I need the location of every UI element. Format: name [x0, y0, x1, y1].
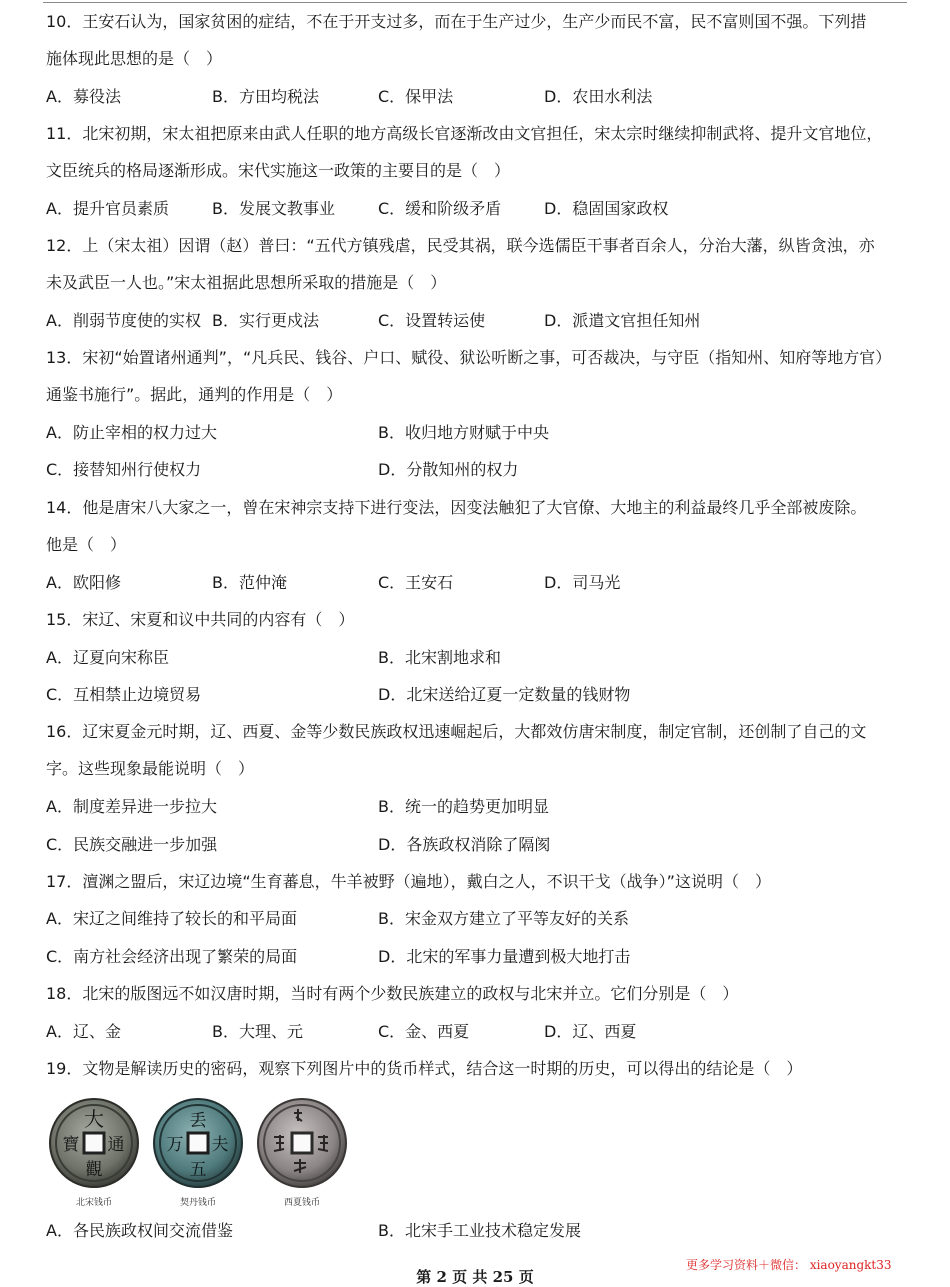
svg-text:丢: 丢: [189, 1111, 207, 1131]
q13-option-c[interactable]: C．接替知州行使权力: [46, 460, 202, 479]
q11-option-c[interactable]: C．缓和阶级矛盾: [378, 199, 502, 218]
q18-option-d[interactable]: D．辽、西夏: [544, 1022, 637, 1041]
q16-stem-line2: 字。这些现象最能说明（ ）: [46, 759, 255, 778]
q13-option-d[interactable]: D．分散知州的权力: [378, 460, 519, 479]
q18-option-c[interactable]: C．金、西夏: [378, 1022, 470, 1041]
coin-khitan: [150, 1097, 246, 1208]
q11-stem-line1: 11．北宋初期，宋太祖把原来由武人任职的地方高级长官逐渐改由文官担任，宋太宗时继续抑制武将、提升文官地位，: [46, 124, 883, 143]
q17-option-c[interactable]: C．南方社会经济出现了繁荣的局面: [46, 947, 298, 966]
q16-option-a[interactable]: A．制度差异进一步拉大: [46, 797, 217, 816]
q17-option-d[interactable]: D．北宋的军事力量遭到极大地打击: [378, 947, 631, 966]
coin-khitan-image: [150, 1097, 246, 1189]
coin-northern-song-image: [46, 1097, 142, 1189]
q15-stem-line1: 15．宋辽、宋夏和议中共同的内容有（ ）: [46, 610, 355, 629]
q12-option-b[interactable]: B．实行更戍法: [212, 311, 319, 330]
coin-northern-song-caption: 北宋钱币: [75, 1198, 112, 1208]
q17-stem-line1: 17．澶渊之盟后，宋辽边境“生育蕃息，牛羊被野（遍地），戴白之人，不识干戈（战争）”这说明（ ）: [46, 872, 771, 891]
q11-option-d[interactable]: D．稳固国家政权: [544, 199, 669, 218]
svg-text:觀: 觀: [85, 1160, 103, 1180]
q19-option-b[interactable]: B．北宋手工业技术稳定发展: [378, 1221, 581, 1240]
q14-option-a[interactable]: A．欧阳修: [46, 573, 121, 592]
q18-option-b[interactable]: B．大理、元: [212, 1022, 303, 1041]
q10-option-c[interactable]: C．保甲法: [378, 87, 454, 106]
q16-option-c[interactable]: C．民族交融进一步加强: [46, 835, 218, 854]
q10-option-d[interactable]: D．农田水利法: [544, 87, 653, 106]
q12-option-d[interactable]: D．派遣文官担任知州: [544, 311, 701, 330]
coin-northern-song: [46, 1097, 142, 1208]
svg-text:五: 五: [189, 1160, 207, 1180]
q11-stem-line2: 文臣统兵的格局逐渐形成。宋代实施这一政策的主要目的是（ ）: [46, 161, 511, 180]
q17-option-b[interactable]: B．宋金双方建立了平等友好的关系: [378, 909, 629, 928]
svg-text:寶: 寶: [62, 1135, 80, 1155]
header-rule: [43, 2, 907, 3]
coin-western-xia-caption: 西夏钱币: [283, 1198, 320, 1208]
coin-khitan-caption: 契丹钱币: [179, 1198, 216, 1208]
coin-western-xia-image: [254, 1097, 350, 1189]
coin-western-xia: [254, 1097, 350, 1208]
q13-option-b[interactable]: B．收归地方财赋于中央: [378, 423, 549, 442]
q19-option-a[interactable]: A．各民族政权间交流借鉴: [46, 1221, 233, 1240]
svg-text:万: 万: [166, 1135, 184, 1155]
q10-stem-line1: 10．王安石认为，国家贫困的症结，不在于开支过多，而在于生产过少，生产少而民不富，民不富则国不强。下列措: [46, 12, 867, 31]
svg-text:大: 大: [84, 1107, 104, 1131]
page-footer: 第 2 页 共 25 页: [416, 1268, 534, 1286]
q13-option-a[interactable]: A．防止宰相的权力过大: [46, 423, 217, 442]
q10-option-b[interactable]: B．方田均税法: [212, 87, 319, 106]
q17-option-a[interactable]: A．宋辽之间维持了较长的和平局面: [46, 909, 297, 928]
q13-stem-line1: 13．宋初“始置诸州通判”，“凡兵民、钱谷、户口、赋役、狱讼听断之事，可否裁决，与守臣（指知州、知府等地方官）: [46, 348, 892, 367]
q12-option-c[interactable]: C．设置转运使: [378, 311, 486, 330]
q10-stem-line2: 施体现此思想的是（ ）: [46, 49, 223, 68]
q18-stem-line1: 18．北宋的版图远不如汉唐时期，当时有两个少数民族建立的政权与北宋并立。它们分别是（ ）: [46, 984, 739, 1003]
q14-stem-line2: 他是（ ）: [46, 535, 127, 554]
q18-option-a[interactable]: A．辽、金: [46, 1022, 121, 1041]
q15-option-c[interactable]: C．互相禁止边境贸易: [46, 685, 202, 704]
q10-option-a[interactable]: A．募役法: [46, 87, 121, 106]
promo-text: 更多学习资料＋微信： xiaoyangkt33: [686, 1258, 892, 1272]
q16-option-b[interactable]: B．统一的趋势更加明显: [378, 797, 549, 816]
q11-option-a[interactable]: A．提升官员素质: [46, 199, 169, 218]
q14-option-b[interactable]: B．范仲淹: [212, 573, 287, 592]
q16-stem-line1: 16．辽宋夏金元时期，辽、西夏、金等少数民族政权迅速崛起后，大都效仿唐宋制度，制定官制，还创制了自己的文: [46, 722, 867, 741]
svg-text:夫: 夫: [211, 1135, 229, 1155]
q14-stem-line1: 14．他是唐宋八大家之一，曾在宋神宗支持下进行变法，因变法触犯了大官僚、大地主的利益最终几乎全部被废除。: [46, 498, 867, 517]
q19-stem-line1: 19．文物是解读历史的密码，观察下列图片中的货币样式，结合这一时期的历史，可以得出的结论是（ ）: [46, 1059, 803, 1078]
q12-option-a[interactable]: A．削弱节度使的实权: [46, 311, 201, 330]
q15-option-d[interactable]: D．北宋送给辽夏一定数量的钱财物: [378, 685, 631, 704]
q14-option-d[interactable]: D．司马光: [544, 573, 621, 592]
q15-option-a[interactable]: A．辽夏向宋称臣: [46, 648, 169, 667]
svg-text:通: 通: [107, 1135, 125, 1155]
q16-option-d[interactable]: D．各族政权消除了隔阂: [378, 835, 551, 854]
q12-stem-line1: 12．上（宋太祖）因谓（赵）普曰：“五代方镇残虐，民受其祸，联今选儒臣干事者百余人，分治大藩，纵皆贪浊，亦: [46, 236, 875, 255]
q14-option-c[interactable]: C．王安石: [378, 573, 454, 592]
q15-option-b[interactable]: B．北宋割地求和: [378, 648, 501, 667]
q12-stem-line2: 未及武臣一人也。”宋太祖据此思想所采取的措施是（ ）: [46, 273, 447, 292]
q13-stem-line2: 通鉴书施行”。据此，通判的作用是（ ）: [46, 385, 343, 404]
q11-option-b[interactable]: B．发展文教事业: [212, 199, 335, 218]
coin-images: [46, 1097, 356, 1207]
